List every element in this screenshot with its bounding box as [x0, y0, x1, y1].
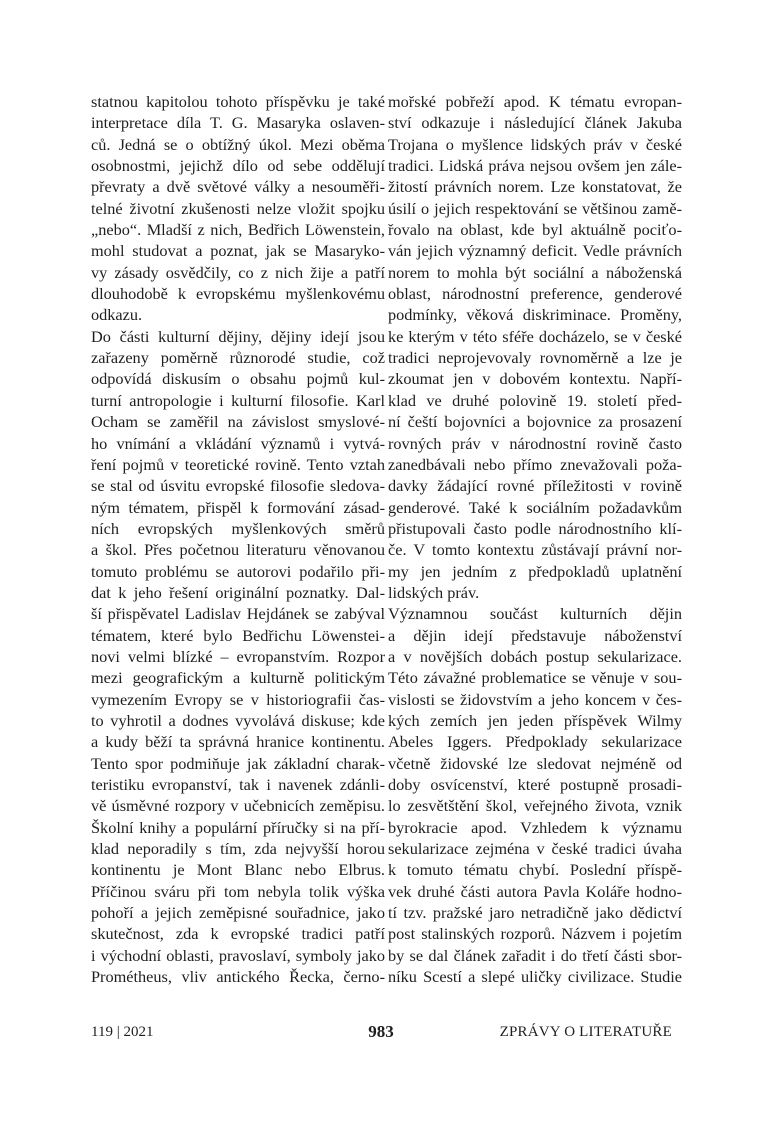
- text-line: a škol. Přes početnou literaturu věnovanou: [91, 540, 385, 560]
- text-line: Ocham se zaměřil na závislost smyslové-: [91, 412, 385, 432]
- text-line: ván jejich významný deficit. Vedle právních: [388, 241, 682, 261]
- text-line: převraty a dvě světové války a nesouměři-: [91, 177, 385, 197]
- text-line: tomuto problému se autorovi podařilo při-: [91, 561, 385, 581]
- text-line: davky žádající rovné příležitosti v rovině: [388, 476, 682, 496]
- text-line: post stalinských rozporů. Názvem i pojetím: [388, 924, 682, 944]
- text-line: doby osvícenství, které postupně prosadi-: [388, 775, 682, 794]
- text-line: klad neporadily s tím, zda nejvyšší horou: [91, 839, 385, 859]
- text-line: ke kterým v této sféře docházelo, se v české: [388, 326, 682, 346]
- text-line: ní čeští bojovníci a bojovnice za prosazení: [388, 412, 682, 432]
- text-line: interpretace díla T. G. Masaryka oslaven-: [91, 113, 385, 133]
- text-line: k tomuto tématu chybí. Poslední příspě-: [388, 860, 682, 880]
- text-line: i východní oblasti, pravoslaví, symboly jako: [91, 945, 385, 965]
- footer-journal-title: ZPRÁVY O LITERATUŘE: [499, 1024, 672, 1040]
- text-line: tradici neprojevovaly rovnoměrně a lze je: [388, 348, 682, 368]
- text-line: byrokracie apod. Vzhledem k významu: [388, 817, 682, 837]
- text-line: úsilí o jejich respektování se většinou zamě-: [388, 198, 682, 218]
- text-line: Do části kulturní dějiny, dějiny idejí jsou: [91, 326, 385, 346]
- text-line: ší přispěvatel Ladislav Hejdánek se zabýval: [91, 604, 385, 624]
- text-line: přistupovali často podle národnostního klí-: [388, 518, 682, 538]
- right-text-column: [388, 91, 682, 987]
- text-line: zkoumat jen v dobovém kontextu. Napří-: [388, 369, 682, 389]
- text-line: vislosti se židovstvím a jeho koncem v čes-: [388, 689, 682, 709]
- text-line: lidských práv.: [388, 582, 480, 602]
- text-line: sekularizace zejména v české tradici úvaha: [388, 839, 682, 859]
- text-line: oblast, národnostní preference, genderové: [388, 284, 682, 304]
- text-line: turní antropologie i kulturní filosofie. Karl: [91, 390, 385, 410]
- text-line: odpovídá diskusím o obsahu pojmů kul-: [91, 369, 385, 389]
- text-line: „nebo“. Mladší z nich, Bedřich Löwenstein,: [91, 220, 385, 240]
- text-line: a kudy běží ta správná hranice kontinentu.: [91, 732, 385, 752]
- text-line: Významnou součást kulturních dějin: [388, 604, 682, 624]
- text-line: zanedbávali nebo přímo znevažovali poža-: [388, 454, 682, 474]
- text-line: kých zemích jen jeden příspěvek Wilmy: [388, 710, 682, 730]
- page-number: 983: [368, 1022, 394, 1041]
- text-line: a v novějších dobách postup sekularizace.: [388, 646, 682, 666]
- text-line: osobnostmi, jejichž dílo od sebe oddělují: [91, 156, 385, 176]
- text-line: mohl studovat a poznat, jak se Masaryko-: [91, 241, 385, 261]
- text-line: Abeles Iggers. Předpoklady sekularizace: [388, 732, 682, 752]
- text-line: řovalo na oblast, kde byl aktuálně pociťo-: [388, 220, 682, 240]
- text-line: tí tzv. pražské jaro netradičně jako dědictví: [388, 903, 682, 923]
- text-line: genderové. Také k sociálním požadavkům: [388, 497, 682, 517]
- text-line: ců. Jedná se o obtížný úkol. Mezi oběma: [91, 134, 385, 154]
- text-line: ným tématem, přispěl k formování zásad-: [91, 497, 385, 517]
- text-line: telné životní zkušenosti nelze vložit spojku: [91, 198, 385, 218]
- text-line: Prométheus, vliv antického Řecka, černo-: [91, 967, 385, 987]
- text-line: statnou kapitolou tohoto příspěvku je také: [91, 92, 385, 111]
- text-line: vek druhé části autora Pavla Koláře hodno-: [388, 881, 682, 901]
- text-line: níku Scestí a slepé uličky civilizace. Studie: [388, 967, 682, 987]
- text-line: by se dal článek zařadit i do třetí části sbor-: [388, 945, 682, 965]
- text-line: ho vnímání a vkládání významů i vytvá-: [91, 433, 385, 453]
- text-line: se stal od úsvitu evropské filosofie sledova-: [91, 476, 385, 496]
- text-line: Této závažné problematice se věnuje v sou-: [388, 668, 682, 688]
- text-line: tématem, které bylo Bedřichu Löwenstei-: [91, 625, 385, 645]
- text-line: odkazu.: [91, 305, 143, 325]
- text-line: my jen jedním z předpokladů uplatnění: [388, 561, 682, 581]
- text-line: ství odkazuje i následující článek Jakuba: [388, 113, 682, 133]
- text-line: če. V tomto kontextu zůstávají právní nor-: [388, 540, 682, 560]
- text-line: kontinentu je Mont Blanc nebo Elbrus.: [91, 860, 385, 880]
- text-line: podmínky, věková diskriminace. Proměny,: [388, 305, 682, 325]
- text-line: rovných práv v národnostní rovině často: [388, 433, 682, 453]
- text-line: vymezením Evropy se v historiografii čas-: [91, 689, 385, 709]
- text-line: vy zásady osvědčily, co z nich žije a patří: [91, 262, 385, 282]
- text-line: novi velmi blízké – evropanstvím. Rozpor: [91, 646, 385, 666]
- footer-issue: 119 | 2021: [91, 1024, 154, 1040]
- text-line: Školní knihy a populární příručky si na pří-: [91, 817, 385, 837]
- text-line: dlouhodobě k evropskému myšlenkovému: [91, 284, 385, 304]
- text-line: Příčinou sváru při tom nebyla tolik výška: [91, 881, 385, 901]
- text-line: Trojana o myšlence lidských práv v české: [388, 134, 682, 154]
- text-line: vě úsměvné rozpory v učebnicích zeměpisu.: [91, 796, 385, 816]
- text-line: ření pojmů v teoretické rovině. Tento vztah: [91, 454, 385, 474]
- text-line: klad ve druhé polovině 19. století před-: [388, 390, 682, 410]
- text-line: a dějin idejí představuje náboženství: [388, 625, 682, 645]
- text-line: norem to mohla být sociální a náboženská: [388, 262, 682, 282]
- text-line: včetně židovské lze sledovat nejméně od: [388, 753, 682, 773]
- text-line: teristiku evropanství, tak i navenek zdánli-: [91, 775, 385, 794]
- text-line: tradici. Lidská práva nejsou ovšem jen zále-: [388, 156, 682, 176]
- text-line: dat k jeho řešení originální poznatky. Dal-: [91, 582, 385, 602]
- left-text-column: [91, 91, 385, 987]
- text-line: žitostí právních norem. Lze konstatovat, že: [388, 177, 682, 197]
- text-line: ních evropských myšlenkových směrů: [91, 518, 385, 538]
- text-line: to vyhrotil a dodnes vyvolává diskuse; kde: [91, 710, 385, 730]
- text-line: zařazeny poměrně různorodé studie, což: [91, 348, 385, 368]
- text-line: mořské pobřeží apod. K tématu evropan-: [388, 92, 682, 111]
- text-line: skutečnost, zda k evropské tradici patří: [91, 924, 385, 944]
- text-line: Tento spor podmiňuje jak základní charak-: [91, 753, 385, 773]
- text-line: pohoří a jejich zeměpisné souřadnice, jako: [91, 903, 385, 923]
- text-line: mezi geografickým a kulturně politickým: [91, 668, 385, 688]
- text-line: lo zesvětštění škol, veřejného života, vznik: [388, 796, 682, 816]
